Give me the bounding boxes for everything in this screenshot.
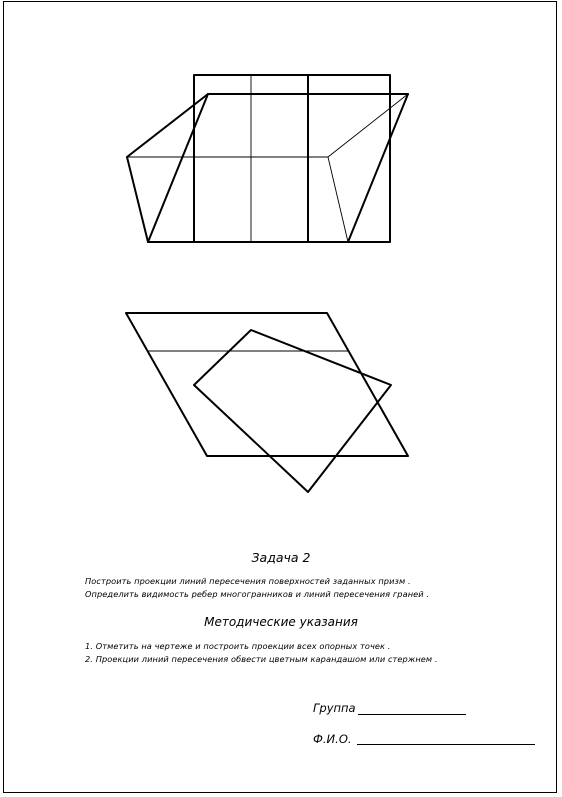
rotated-square-prism-outline <box>194 330 391 492</box>
group-field-line[interactable] <box>358 714 466 715</box>
methods-item-1: 1. Отметить на чертеже и построить проекции всех опорных точек . <box>85 641 391 651</box>
frontal-projection <box>127 75 408 242</box>
methods-item-2: 2. Проекции линий пересечения обвести цветным карандашом или стержнем . <box>85 654 438 664</box>
group-label: Группа <box>313 701 356 715</box>
name-field-line[interactable] <box>357 744 535 745</box>
inclined-prism-right-lower-thin <box>328 157 348 242</box>
task-line-1: Построить проекции линий пересечения поверхностей заданных призм . <box>85 576 411 586</box>
task-line-2: Определить видимость ребер многогранников и линий пересечения граней . <box>85 589 430 599</box>
horizontal-projection <box>126 313 408 492</box>
methods-title: Методические указания <box>204 615 358 629</box>
inclined-prism-lower-left <box>127 157 148 242</box>
parallelogram-prism-outline <box>126 313 408 456</box>
inclined-prism-right-edge <box>348 94 408 242</box>
task-title: Задача 2 <box>251 550 311 565</box>
name-label: Ф.И.О. <box>313 732 352 746</box>
vertical-prism-outline <box>194 75 390 242</box>
